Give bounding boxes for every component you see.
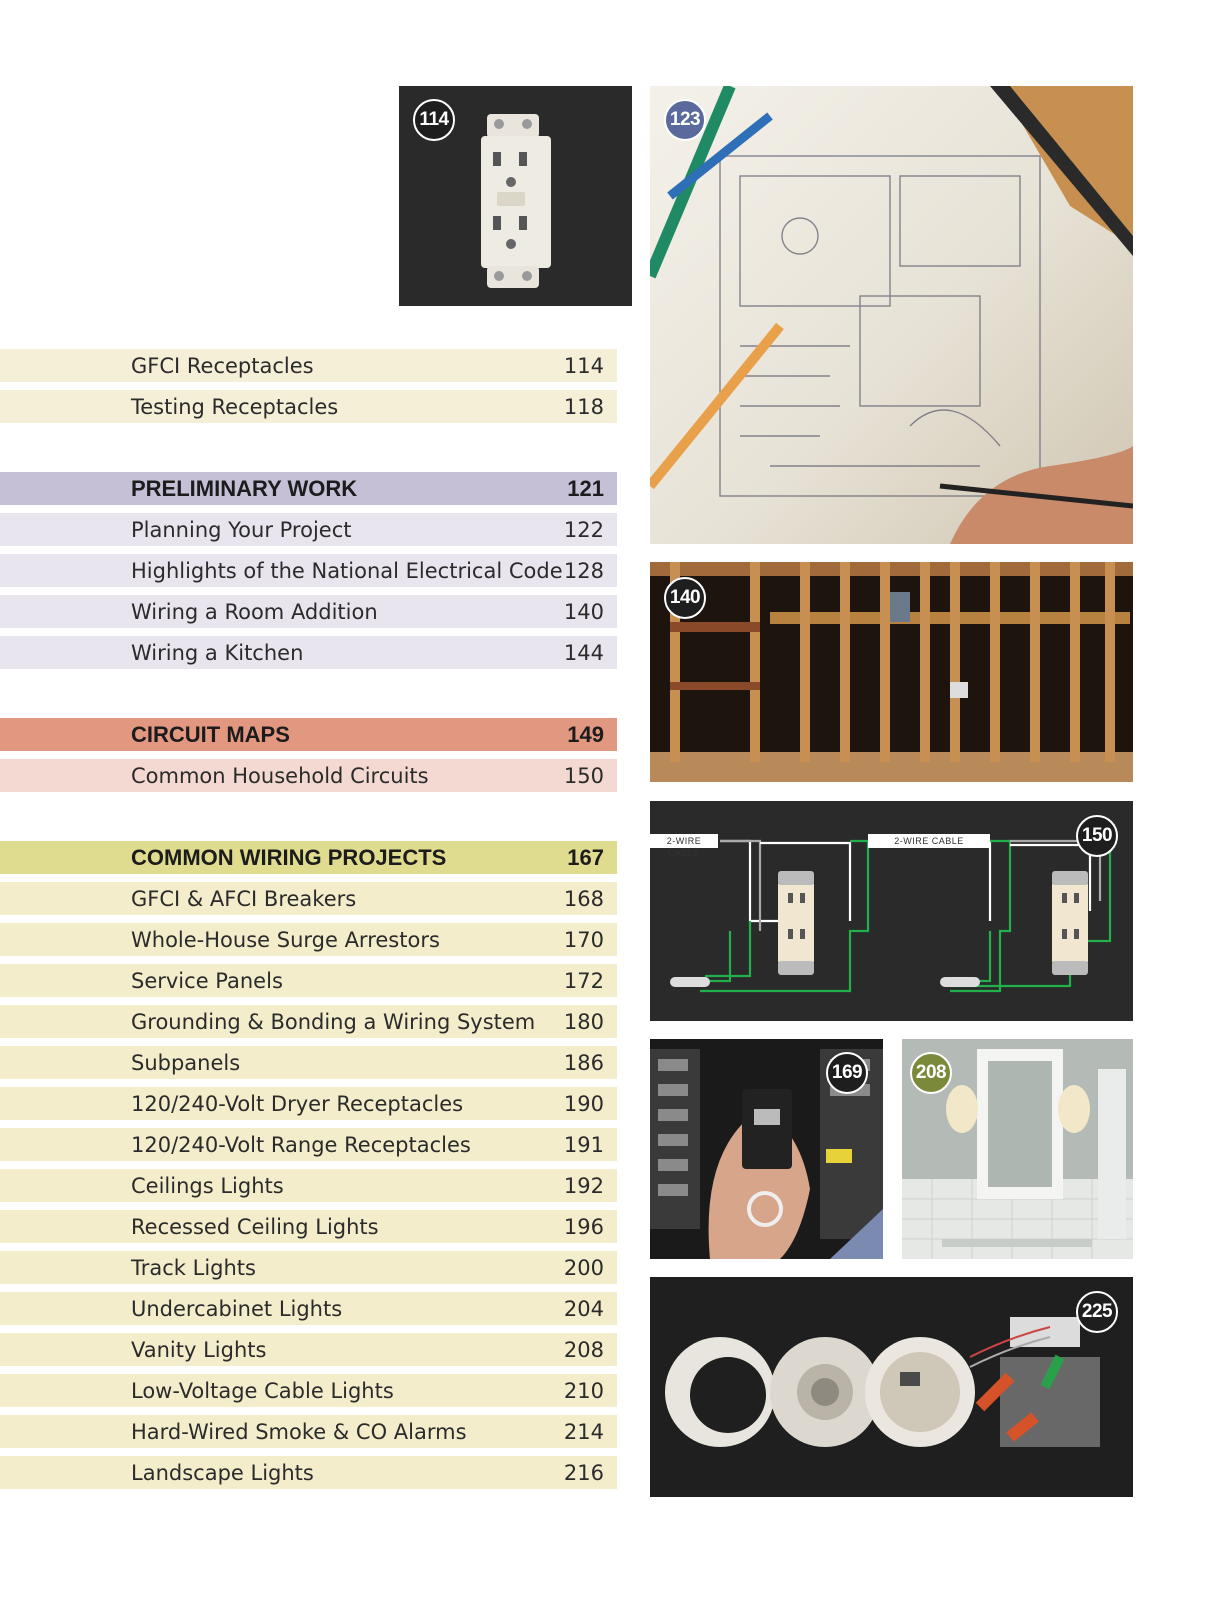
toc-label: Wiring a Room Addition (131, 599, 378, 624)
toc-page: 144 (563, 640, 604, 665)
section-title: COMMON WIRING PROJECTS (131, 844, 447, 870)
toc-label: GFCI & AFCI Breakers (131, 886, 357, 911)
toc-page: 216 (563, 1460, 604, 1485)
toc-page: 204 (563, 1296, 604, 1321)
toc-row[interactable] (0, 1374, 617, 1407)
toc-label: Vanity Lights (131, 1337, 267, 1362)
toc-page: 170 (563, 927, 604, 952)
photo-smoke-alarm[interactable] (650, 1277, 1133, 1497)
toc-page: 150 (563, 763, 604, 788)
toc-row[interactable] (0, 759, 617, 792)
section-title: CIRCUIT MAPS (131, 721, 290, 747)
toc-label: 120/240-Volt Range Receptacles (131, 1132, 471, 1157)
toc-label: Undercabinet Lights (131, 1296, 343, 1321)
toc-row[interactable] (0, 390, 617, 423)
toc-page: 214 (563, 1419, 604, 1444)
toc-page: 128 (563, 558, 604, 583)
smoke-alarm-icon (650, 1277, 1133, 1497)
toc-label: Grounding & Bonding a Wiring System (131, 1009, 536, 1034)
toc-label: Recessed Ceiling Lights (131, 1214, 379, 1239)
toc-label: Highlights of the National Electrical Code (131, 558, 563, 583)
photo-planning[interactable] (650, 86, 1133, 544)
toc-page: 192 (563, 1173, 604, 1198)
toc-page: 208 (563, 1337, 604, 1362)
section-page: 167 (567, 844, 604, 870)
toc-page: 200 (563, 1255, 604, 1280)
toc-row[interactable] (0, 882, 617, 915)
toc-row[interactable] (0, 513, 617, 546)
toc-row[interactable] (0, 595, 617, 628)
toc-row[interactable] (0, 1046, 617, 1079)
photo-framing[interactable] (650, 562, 1133, 782)
section-title: PRELIMINARY WORK (131, 475, 358, 501)
page-badge: 150 (1076, 815, 1118, 857)
section-page: 149 (567, 721, 604, 747)
toc-page: 191 (563, 1132, 604, 1157)
toc-page: 118 (563, 394, 604, 419)
toc-row[interactable] (0, 636, 617, 669)
page-badge: 169 (826, 1052, 868, 1094)
toc-label: Whole-House Surge Arrestors (131, 927, 440, 952)
toc-page: 186 (563, 1050, 604, 1075)
toc-page: 190 (563, 1091, 604, 1116)
toc-row[interactable] (0, 1251, 617, 1284)
page-badge: 225 (1076, 1291, 1118, 1333)
toc-label: Hard-Wired Smoke & CO Alarms (131, 1419, 467, 1444)
section-header[interactable] (0, 718, 617, 751)
cable-label: 2-WIRE CABLE (650, 834, 718, 848)
photo-breaker[interactable] (650, 1039, 883, 1259)
page-badge: 114 (413, 99, 455, 141)
toc-page: 180 (563, 1009, 604, 1034)
toc-label: Service Panels (131, 968, 283, 993)
toc-label: Track Lights (131, 1255, 256, 1280)
toc-row[interactable] (0, 964, 617, 997)
toc-row[interactable] (0, 1005, 617, 1038)
toc-label: GFCI Receptacles (131, 353, 314, 378)
toc-row[interactable] (0, 1210, 617, 1243)
toc-row[interactable] (0, 349, 617, 382)
toc-row[interactable] (0, 1087, 617, 1120)
toc-label: Landscape Lights (131, 1460, 314, 1485)
page-badge: 123 (664, 99, 706, 141)
photo-gfci-receptacle[interactable] (399, 86, 632, 306)
toc-label: Subpanels (131, 1050, 241, 1075)
photo-circuit-map[interactable] (650, 801, 1133, 1021)
toc-row[interactable] (0, 1456, 617, 1489)
toc-page: 122 (563, 517, 604, 542)
toc-label: Wiring a Kitchen (131, 640, 304, 665)
section-header[interactable] (0, 472, 617, 505)
toc-row[interactable] (0, 1292, 617, 1325)
toc-label: Common Household Circuits (131, 763, 429, 788)
section-header[interactable] (0, 841, 617, 874)
toc-page: 172 (563, 968, 604, 993)
toc-row[interactable] (0, 1128, 617, 1161)
section-page: 121 (567, 475, 604, 501)
toc-label: Testing Receptacles (131, 394, 339, 419)
toc-label: Low-Voltage Cable Lights (131, 1378, 394, 1403)
toc-label: Ceilings Lights (131, 1173, 284, 1198)
toc-page: 140 (563, 599, 604, 624)
toc-page: 168 (563, 886, 604, 911)
page-badge: 140 (664, 577, 706, 619)
toc-row[interactable] (0, 1169, 617, 1202)
blueprint-icon (650, 86, 1133, 544)
toc-row[interactable] (0, 554, 617, 587)
toc-row[interactable] (0, 1333, 617, 1366)
toc-row[interactable] (0, 1415, 617, 1448)
page-badge: 208 (910, 1052, 952, 1094)
toc-label: 120/240-Volt Dryer Receptacles (131, 1091, 464, 1116)
toc-row[interactable] (0, 923, 617, 956)
toc-page: 114 (563, 353, 604, 378)
cable-label: 2-WIRE CABLE (868, 834, 990, 848)
wall-framing-icon (650, 562, 1133, 782)
photo-vanity[interactable] (902, 1039, 1133, 1259)
toc-label: Planning Your Project (131, 517, 352, 542)
toc-page: 196 (563, 1214, 604, 1239)
toc-page: 210 (563, 1378, 604, 1403)
